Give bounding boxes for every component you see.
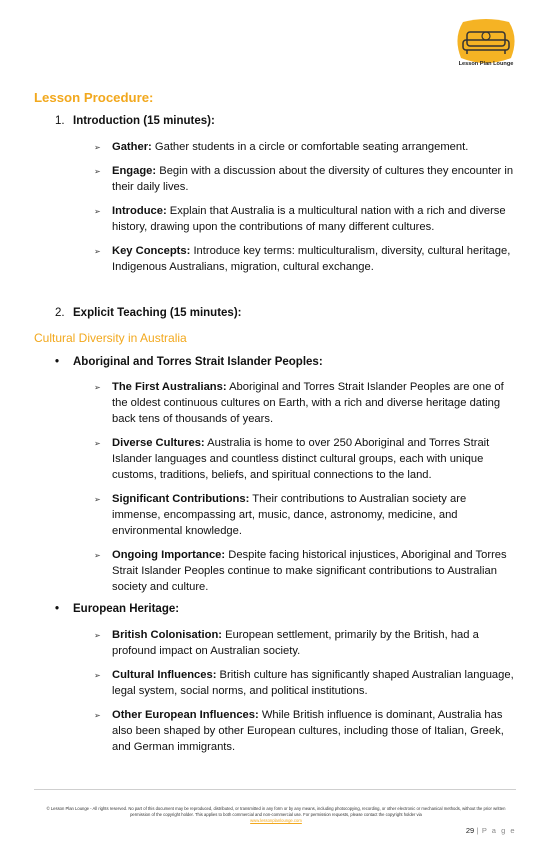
arrow-bullet-icon: ➢ <box>94 143 101 152</box>
item-text: While British influence is dominant, Australia has also been shaped by other European cultures, including those of Italian, Greek, and German immigrants. <box>112 709 504 753</box>
item-label: Significant Contributions: <box>112 493 250 505</box>
item-text: European settlement, primarily by the British, had a profound impact on Australian society. <box>112 629 479 657</box>
item-text: Despite facing historical injustices, Aboriginal and Torres Strait Islander Peoples continue to make significant contributions to Australian society and culture. <box>112 549 507 593</box>
item-label: The First Australians: <box>112 381 227 393</box>
step-number: 1. <box>55 115 65 127</box>
list-item <box>94 435 514 483</box>
step-number: 2. <box>55 307 65 319</box>
item-text: Gather students in a circle or comfortable seating arrangement. <box>151 141 469 153</box>
item-label: Engage: <box>112 165 157 177</box>
copyright-text: © Lesson Plan Lounge - All rights reserved. No part of this document may be reproduced, distributed, or transmitted in any form or by any means, including photocopying, recording, or other electronic or mechanical methods, without the prior written permission of the copyright holder. This applies to both commercial and non-commercial use. For permission requests, please contact the copyright holder via <box>46 806 506 817</box>
arrow-bullet-icon: ➢ <box>94 711 101 720</box>
group-aboriginal <box>55 356 323 368</box>
item-text: Australia is home to over 250 Aboriginal and Torres Strait Islander languages and countless distinct cultural groups, each with unique customs, traditions, beliefs, and spiritual connections to the land. <box>112 437 490 481</box>
list-item <box>94 163 514 195</box>
item-text: Begin with a discussion about the diversity of cultures they encounter in their daily lives. <box>112 165 514 193</box>
list-item <box>94 667 514 699</box>
footer-divider <box>34 789 516 790</box>
step-1 <box>55 115 215 127</box>
item-label: British Colonisation: <box>112 629 223 641</box>
website-link[interactable]: www.lessonplanlounge.com <box>250 818 302 823</box>
list-item <box>94 491 514 539</box>
group-european <box>55 603 179 615</box>
item-label: Gather: <box>112 141 152 153</box>
arrow-bullet-icon: ➢ <box>94 383 101 392</box>
list-item <box>94 707 514 755</box>
page-number <box>466 826 516 835</box>
arrow-bullet-icon: ➢ <box>94 671 101 680</box>
arrow-bullet-icon: ➢ <box>94 439 101 448</box>
item-label: Diverse Cultures: <box>112 437 205 449</box>
step-title: Explicit Teaching (15 minutes): <box>73 307 242 319</box>
arrow-bullet-icon: ➢ <box>94 247 101 256</box>
brand-name: Lesson Plan Lounge <box>458 61 514 67</box>
item-text: Aboriginal and Torres Strait Islander Peoples are one of the oldest continuous cultures on Earth, with a rich and diverse heritage dating back tens of thousands of years. <box>112 381 504 425</box>
group-title: European Heritage: <box>73 603 180 615</box>
item-label: Introduce: <box>112 205 167 217</box>
item-label: Cultural Influences: <box>112 669 217 681</box>
item-text: Introduce key terms: multiculturalism, diversity, cultural heritage, Indigenous Australians, migration, cultural exchange. <box>112 245 511 273</box>
arrow-bullet-icon: ➢ <box>94 167 101 176</box>
list-item <box>94 627 514 659</box>
arrow-bullet-icon: ➢ <box>94 631 101 640</box>
item-text: Explain that Australia is a multicultural nation with a rich and diverse history, drawing upon the contributions of many different cultures. <box>112 205 506 233</box>
dot-bullet-icon: • <box>55 356 60 368</box>
item-label: Key Concepts: <box>112 245 191 257</box>
step-2 <box>55 307 242 319</box>
page-word: P a g e <box>481 826 516 835</box>
list-item <box>94 243 514 275</box>
footer-copyright <box>40 806 512 824</box>
group-title: Aboriginal and Torres Strait Islander Peoples: <box>73 356 323 368</box>
page-number-value: 29 <box>465 826 475 835</box>
list-item <box>94 139 514 155</box>
item-text: British culture has significantly shaped Australian language, legal system, social norms, and political institutions. <box>112 669 514 697</box>
item-label: Other European Influences: <box>112 709 259 721</box>
arrow-bullet-icon: ➢ <box>94 495 101 504</box>
section-heading: Lesson Procedure: <box>34 90 154 105</box>
list-item <box>94 547 514 595</box>
list-item <box>94 203 514 235</box>
dot-bullet-icon: • <box>55 603 60 615</box>
page-separator: | <box>476 826 480 835</box>
arrow-bullet-icon: ➢ <box>94 207 101 216</box>
arrow-bullet-icon: ➢ <box>94 551 101 560</box>
item-text: Their contributions to Australian society are immense, encompassing art, music, dance, astronomy, medicine, and environmental knowledge. <box>112 493 467 537</box>
item-label: Ongoing Importance: <box>112 549 226 561</box>
subheading: Cultural Diversity in Australia <box>34 331 187 345</box>
step-title: Introduction (15 minutes): <box>73 115 215 127</box>
list-item <box>94 379 514 427</box>
